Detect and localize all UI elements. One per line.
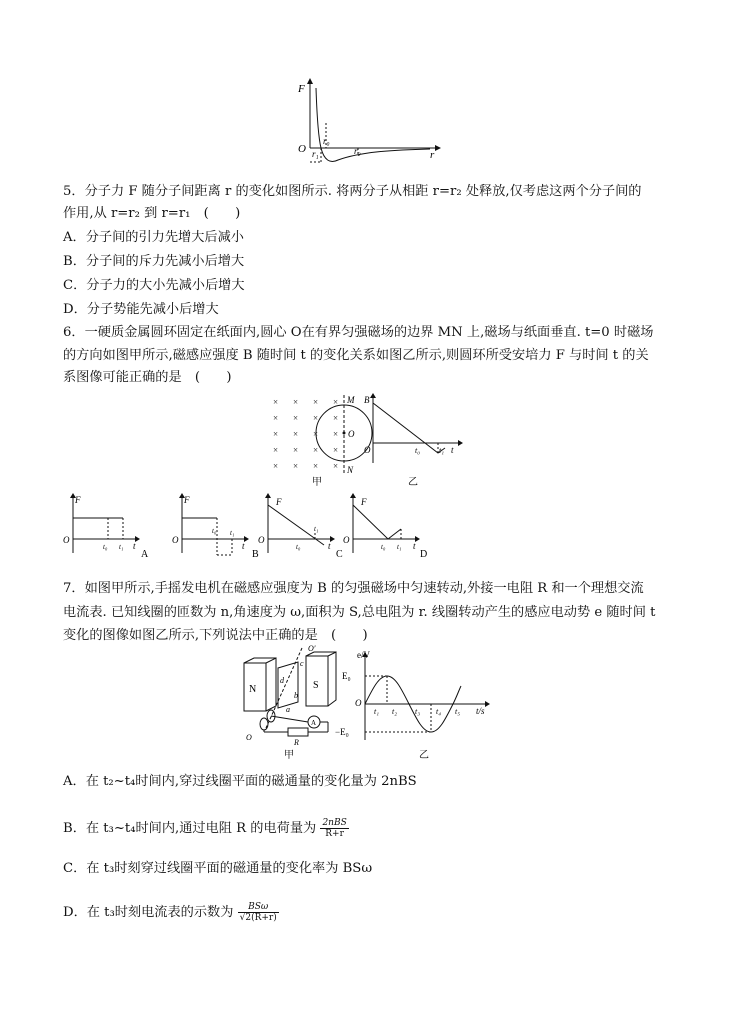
q7-stem-line2: 电流表. 已知线圈的匝数为 n,角速度为 ω,面积为 S,总电阻为 r. 线圈转动产生的感应电动势 e 随时间 t — [63, 605, 656, 620]
svg-text:×: × — [293, 429, 299, 439]
axis-t-label: t/s — [476, 706, 485, 716]
axis-r-label: r — [430, 149, 435, 161]
label-t-c: t — [328, 541, 331, 551]
svg-text:×: × — [313, 445, 319, 455]
q5-option-b: B．分子间的斥力先减小后增大 — [63, 254, 245, 269]
resistor-label: R — [294, 738, 299, 747]
label-O-prime: O′ — [308, 644, 316, 653]
label-t1-d: t₁ — [397, 543, 402, 551]
r1-label: r₁ — [312, 149, 319, 159]
svg-text:×: × — [293, 413, 299, 423]
label-F-b: F — [184, 495, 190, 505]
svg-text:×: × — [333, 397, 339, 407]
ammeter-label: A — [311, 719, 317, 727]
q7-option-c: C．在 t₃时刻穿过线圈平面的磁通量的变化率为 BSω — [63, 861, 373, 876]
svg-text:×: × — [273, 429, 279, 439]
svg-text:×: × — [313, 461, 319, 471]
svg-text:×: × — [273, 397, 279, 407]
origin-q7: O — [355, 698, 362, 708]
q6-choice-d-graph — [343, 493, 443, 563]
axis-e-label: e/V — [357, 650, 370, 660]
label-N: N — [347, 465, 354, 475]
label-F-c: F — [276, 497, 282, 507]
q5-stem-line2: 作用,从 r=r₂ 到 r=r₁ ( ) — [63, 206, 241, 221]
q7-option-d-fraction — [238, 902, 279, 923]
label-t-b: t — [242, 541, 245, 551]
label-a: a — [286, 705, 290, 714]
label-O-c: O — [258, 535, 265, 545]
q7-option-b-text: B．在 t₃~t₄时间内,通过电阻 R 的电荷量为 — [63, 821, 317, 836]
q7-option-b-numerator: 2nBS — [322, 818, 347, 828]
axis-F-label: F — [298, 83, 305, 95]
q5-option-d: D．分子势能先减小后增大 — [63, 302, 219, 317]
q6-stem-line1: 6．一硬质金属圆环固定在纸面内,圆心 O在有界匀强磁场的边界 MN 上,磁场与纸面垂直. t=0 时磁场 — [63, 325, 654, 340]
label-t0-d: t₀ — [381, 543, 386, 551]
q5-option-c: C．分子力的大小先减小后增大 — [63, 278, 245, 293]
force-distance-graph — [290, 78, 450, 168]
label-d: d — [280, 676, 284, 685]
label-t-a: t — [133, 541, 136, 551]
q7-stem-line1: 7．如图甲所示,手摇发电机在磁感应强度为 B 的匀强磁场中匀速转动,外接一电阻 R 和一个理想交流 — [63, 581, 644, 596]
svg-text:×: × — [333, 429, 339, 439]
label-O-d: O — [343, 535, 350, 545]
q7-option-d-denominator: √2(R+r) — [239, 913, 277, 923]
label-yi: 乙 — [408, 477, 418, 488]
svg-text:×: × — [333, 413, 339, 423]
svg-text:×: × — [273, 445, 279, 455]
label-O: O — [348, 429, 355, 439]
label-t0-b: t₀ — [212, 527, 217, 535]
label-b: b — [294, 691, 298, 700]
label-O-b: O — [172, 535, 179, 545]
q6-figure-jia — [270, 393, 370, 488]
label-O-axis: O — [246, 733, 252, 742]
label-t0: t₀ — [415, 446, 421, 455]
q7-option-a: A．在 t₂~t₄时间内,穿过线圈平面的磁通量的变化量为 2nBS — [63, 774, 417, 789]
label-F-a: F — [75, 495, 81, 505]
label-jia-q7: 甲 — [284, 750, 294, 761]
label-yi-q7: 乙 — [419, 750, 429, 761]
r2-label: r₂ — [354, 146, 361, 156]
label-M: M — [347, 395, 355, 405]
choice-a-label: A — [141, 549, 149, 560]
q7-stem-line3: 变化的图像如图乙所示,下列说法中正确的是 ( ) — [63, 628, 368, 643]
label-t-d: t — [413, 541, 416, 551]
svg-text:×: × — [293, 445, 299, 455]
label-t0-c: t₀ — [296, 543, 301, 551]
svg-text:×: × — [333, 461, 339, 471]
q6-stem-line3: 系图像可能正确的是 ( ) — [63, 370, 232, 385]
tick-t3: t₃ — [415, 707, 421, 716]
choice-d-label: D — [420, 549, 428, 560]
tick-t4: t₄ — [436, 707, 442, 716]
label-B: B — [364, 395, 370, 405]
svg-text:×: × — [273, 413, 279, 423]
q7-option-b-fraction — [320, 818, 348, 839]
choice-b-label: B — [252, 549, 259, 560]
q7-option-d-text: D．在 t₃时刻电流表的示数为 — [63, 905, 234, 920]
r0-label: r₀ — [323, 136, 330, 146]
q6-figure-yi — [363, 393, 463, 488]
label-t: t — [451, 445, 454, 455]
label-t1-b: t₁ — [230, 529, 235, 537]
tick-t2: t₂ — [392, 707, 398, 716]
svg-text:×: × — [313, 429, 319, 439]
q7-option-b-denominator: R+r — [325, 829, 344, 839]
svg-text:×: × — [333, 445, 339, 455]
q7-figure-yi — [335, 648, 500, 760]
svg-text:×: × — [313, 413, 319, 423]
q6-choice-b-graph — [172, 493, 272, 563]
label-t1-a: t₁ — [119, 543, 124, 551]
magnet-S-label: S — [313, 680, 319, 691]
q7-option-b — [63, 818, 349, 839]
q6-choice-a-graph — [63, 493, 163, 563]
magnet-N-label: N — [249, 684, 257, 695]
q7-option-d — [63, 902, 279, 923]
q7-option-d-numerator: BSω — [238, 902, 279, 913]
tick-t5: t₅ — [455, 707, 461, 716]
q5-option-a: A．分子间的引力先增大后减小 — [63, 230, 244, 245]
choice-c-label: C — [336, 549, 343, 560]
svg-text:×: × — [293, 397, 299, 407]
label-t1: t₁ — [439, 446, 445, 455]
label-O-a: O — [63, 535, 70, 545]
svg-text:×: × — [313, 397, 319, 407]
label-F-d: F — [361, 497, 367, 507]
tick-t1: t₁ — [374, 707, 380, 716]
label-t0-a: t₀ — [103, 543, 108, 551]
q5-stem-line1: 5．分子力 F 随分子间距离 r 的变化如图所示. 将两分子从相距 r=r₂ 处释放,仅考虑这两个分子间的 — [63, 184, 642, 199]
E0-label: E₀ — [342, 671, 351, 681]
svg-text:×: × — [273, 461, 279, 471]
origin-label: O — [298, 143, 306, 155]
minus-E0-label: −E₀ — [335, 727, 349, 737]
q6-stem-line2: 的方向如图甲所示,磁感应强度 B 随时间 t 的变化关系如图乙所示,则圆环所受安培力 F 与时间 t 的关 — [63, 348, 649, 363]
label-c: c — [300, 659, 304, 668]
label-t1-c: t₁ — [314, 525, 319, 533]
svg-text:×: × — [293, 461, 299, 471]
label-O-yi: O — [364, 445, 371, 455]
label-jia: 甲 — [312, 477, 322, 488]
